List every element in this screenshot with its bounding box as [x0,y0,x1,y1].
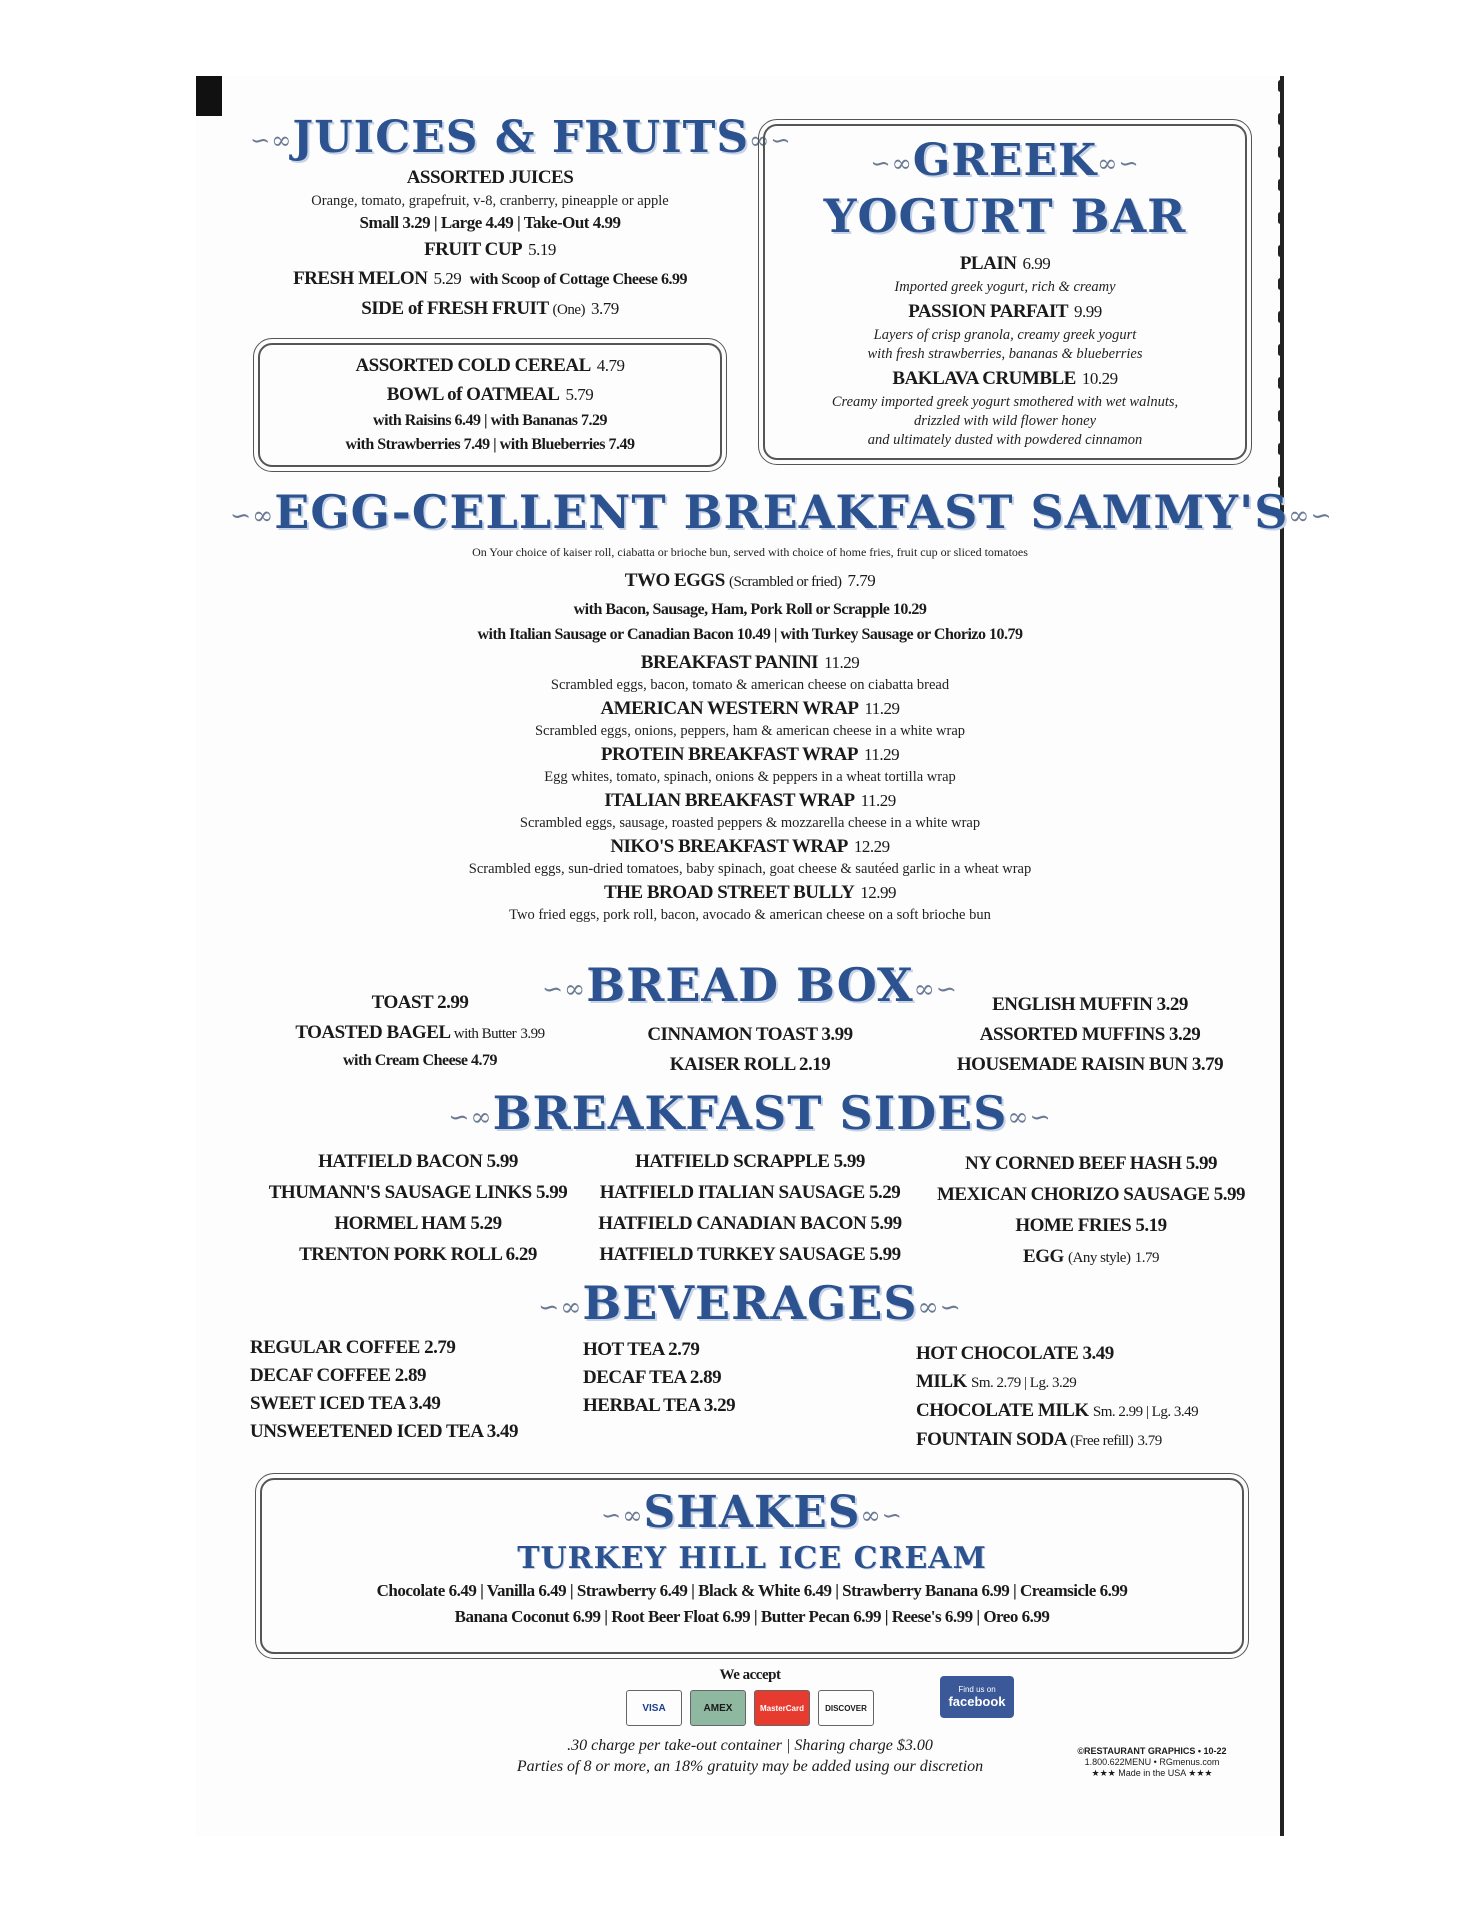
juices-section [250,112,792,325]
side-item: HOME FRIES 5.19 [1015,1215,1167,1236]
shakes-line-2: Banana Coconut 6.99 | Root Beer Float 6.99 | Butter Pecan 6.99 | Reese's 6.99 | Oreo 6.99 [454,1606,1050,1626]
yogurt-plain-desc: Imported greek yogurt, rich & creamy [894,278,1116,295]
baklava-desc-1: Creamy imported greek yogurt smothered with wet walnuts, [831,393,1179,410]
beverage-item: HOT TEA 2.79 [583,1339,700,1360]
sammy-item: THE BROAD STREET BULLY 12.99 Two fried eggs, pork roll, bacon, avocado & american cheese on a soft brioche bun [509,882,991,923]
cold-cereal: ASSORTED COLD CEREAL 4.79 [355,355,625,376]
side-item: HATFIELD ITALIAN SAUSAGE 5.29 [599,1182,901,1203]
side-item: MEXICAN CHORIZO SAUSAGE 5.99 [937,1184,1245,1205]
binding-holes [1278,80,1286,1800]
bread-raisin-bun: HOUSEMADE RAISIN BUN 3.79 [956,1054,1224,1075]
juice-sizes: Small 3.29 | Large 4.49 | Take-Out 4.99 [359,213,621,232]
bread-col-1 [260,988,580,1073]
side-item: TRENTON PORK ROLL 6.29 [299,1244,537,1265]
two-eggs: TWO EGGS (Scrambled or fried) 7.79 [624,570,876,591]
shakes-title: ∽∞SHAKES∞∽ [601,1487,903,1538]
bread-bagel-cream: with Cream Cheese 4.79 [342,1052,497,1069]
footer-notes [470,1735,1030,1777]
shakes-subtitle: TURKEY HILL ICE CREAM [517,1540,987,1576]
gratuity-note: Parties of 8 or more, an 18% gratuity may be added using our discretion [516,1758,984,1775]
beverages-col-2 [583,1336,843,1420]
yogurt-title-2: YOGURT BAR [823,188,1187,243]
payment-section [600,1664,900,1726]
sammy-item: BREAKFAST PANINI 11.29 Scrambled eggs, bacon, tomato & american cheese on ciabatta bread [550,652,950,693]
bread-bagel: TOASTED BAGEL with Butter 3.99 [295,1022,545,1043]
baklava-desc-3: and ultimately dusted with powdered cinnamon [867,431,1143,448]
baklava-crumble: BAKLAVA CRUMBLE 10.29 [892,367,1118,389]
side-item: HORMEL HAM 5.29 [334,1213,502,1234]
bread-col-3 [920,990,1260,1080]
beverages-title: ∽∞BEVERAGES∞∽ [538,1276,962,1330]
beverages-col-3 [916,1340,1276,1455]
beverage-item: REGULAR COFFEE 2.79 [250,1337,456,1358]
assorted-juices: ASSORTED JUICES [406,167,574,188]
beverage-item: DECAF COFFEE 2.89 [250,1365,427,1386]
sammys-section [230,484,1333,925]
yogurt-plain: PLAIN 6.99 [959,252,1051,274]
side-egg: EGG (Any style) 1.79 [1023,1246,1159,1267]
assorted-juices-desc: Orange, tomato, grapefruit, v-8, cranberry, pineapple or apple [311,193,669,209]
bread-col-2 [590,1020,910,1080]
side-item: NY CORNED BEEF HASH 5.99 [964,1153,1218,1174]
fresh-melon: FRESH MELON 5.29 with Scoop of Cottage Cheese 6.99 [293,268,687,289]
sammys-title: ∽∞EGG-CELLENT BREAKFAST SAMMY'S∞∽ [230,485,1333,539]
page-corner-shadow [196,76,222,116]
beverage-fountain-soda: FOUNTAIN SODA (Free refill) 3.79 [916,1429,1162,1450]
beverages-col-1 [250,1334,570,1446]
bread-assorted-muffins: ASSORTED MUFFINS 3.29 [979,1024,1201,1045]
beverage-milk: MILK Sm. 2.79 | Lg. 3.29 [916,1371,1077,1392]
takeout-note: .30 charge per take-out container | Sharing charge $3.00 [567,1737,933,1754]
baklava-desc-2: drizzled with wild flower honey [913,412,1097,429]
beverage-item: UNSWEETENED ICED TEA 3.49 [250,1421,519,1442]
yogurt-title-1: ∽∞GREEK∞∽ [870,135,1140,186]
sammy-item: ITALIAN BREAKFAST WRAP 11.29 Scrambled eggs, sausage, roasted peppers & mozzarella cheese in a white wrap [519,790,981,831]
parfait-desc-1: Layers of crisp granola, creamy greek yogurt [873,326,1137,343]
sammy-item: PROTEIN BREAKFAST WRAP 11.29 Egg whites, tomato, spinach, onions & peppers in a wheat tortilla wrap [544,744,956,785]
we-accept-label: We accept [719,1667,781,1683]
yogurt-box [763,124,1247,460]
shakes-box [260,1478,1244,1654]
amex-icon: AMEX [690,1690,746,1726]
bread-toast: TOAST 2.99 [371,992,469,1013]
oatmeal-options-1: with Raisins 6.49 | with Bananas 7.29 [373,412,607,429]
bread-kaiser: KAISER ROLL 2.19 [669,1054,831,1075]
beverage-item: HERBAL TEA 3.29 [583,1395,736,1416]
bread-title: ∽∞BREAD BOX∞∽ [541,958,958,1012]
beverage-chocolate-milk: CHOCOLATE MILK Sm. 2.99 | Lg. 3.49 [916,1400,1199,1421]
juices-title: ∽∞JUICES & FRUITS∞∽ [250,112,792,163]
two-eggs-add-2: with Italian Sausage or Canadian Bacon 10.49 | with Turkey Sausage or Chorizo 10.79 [477,626,1023,643]
card-logos [600,1690,900,1726]
fruit-cup: FRUIT CUP 5.19 [424,239,556,260]
bread-english-muffin: ENGLISH MUFFIN 3.29 [992,994,1188,1015]
side-item: HATFIELD SCRAPPLE 5.99 [635,1151,865,1172]
shakes-line-1: Chocolate 6.49 | Vanilla 6.49 | Strawberry 6.49 | Black & White 6.49 | Strawberry Banana 6.99 | Creamsicle 6.99 [376,1580,1128,1600]
visa-icon: VISA [626,1690,682,1726]
sides-title: ∽∞BREAKFAST SIDES∞∽ [448,1086,1052,1140]
side-item: HATFIELD TURKEY SAUSAGE 5.99 [599,1244,901,1265]
side-item: THUMANN'S SAUSAGE LINKS 5.99 [268,1182,568,1203]
beverage-item: DECAF TEA 2.89 [583,1367,722,1388]
bread-cinnamon: CINNAMON TOAST 3.99 [647,1024,853,1045]
facebook-icon[interactable]: Find us on facebook [940,1676,1014,1718]
oatmeal-options-2: with Strawberries 7.49 | with Blueberries 7.49 [345,436,635,453]
sammys-subtitle: On Your choice of kaiser roll, ciabatta or brioche bun, served with choice of home fries, fruit cup or sliced tomatoes [472,545,1028,559]
cereal-box [258,343,722,467]
discover-icon: DISCOVER [818,1690,874,1726]
sides-col-2 [580,1146,920,1270]
sides-col-3 [906,1148,1276,1274]
side-item: HATFIELD BACON 5.99 [318,1151,518,1172]
side-fresh-fruit: SIDE of FRESH FRUIT (One) 3.79 [361,298,619,319]
printer-credit: ©RESTAURANT GRAPHICS • 10-22 1.800.622MENU • RGmenus.com ★★★ Made in the USA ★★★ [1077,1746,1227,1778]
two-eggs-add-1: with Bacon, Sausage, Ham, Pork Roll or Scrapple 10.29 [573,601,927,618]
beverage-item: SWEET ICED TEA 3.49 [250,1393,441,1414]
sides-col-1 [248,1146,588,1270]
bowl-oatmeal: BOWL of OATMEAL 5.79 [386,384,594,405]
beverage-hot-chocolate: HOT CHOCOLATE 3.49 [916,1343,1114,1364]
parfait-desc-2: with fresh strawberries, bananas & blueberries [867,345,1143,362]
mastercard-icon: MasterCard [754,1690,810,1726]
passion-parfait: PASSION PARFAIT 9.99 [908,300,1102,322]
side-item: HATFIELD CANADIAN BACON 5.99 [598,1213,902,1234]
sammy-item: AMERICAN WESTERN WRAP 11.29 Scrambled eggs, onions, peppers, ham & american cheese in a white wrap [534,698,966,739]
sammy-item: NIKO'S BREAKFAST WRAP 12.29 Scrambled eggs, sun-dried tomatoes, baby spinach, goat cheese & sautéed garlic in a wheat wrap [468,836,1032,877]
